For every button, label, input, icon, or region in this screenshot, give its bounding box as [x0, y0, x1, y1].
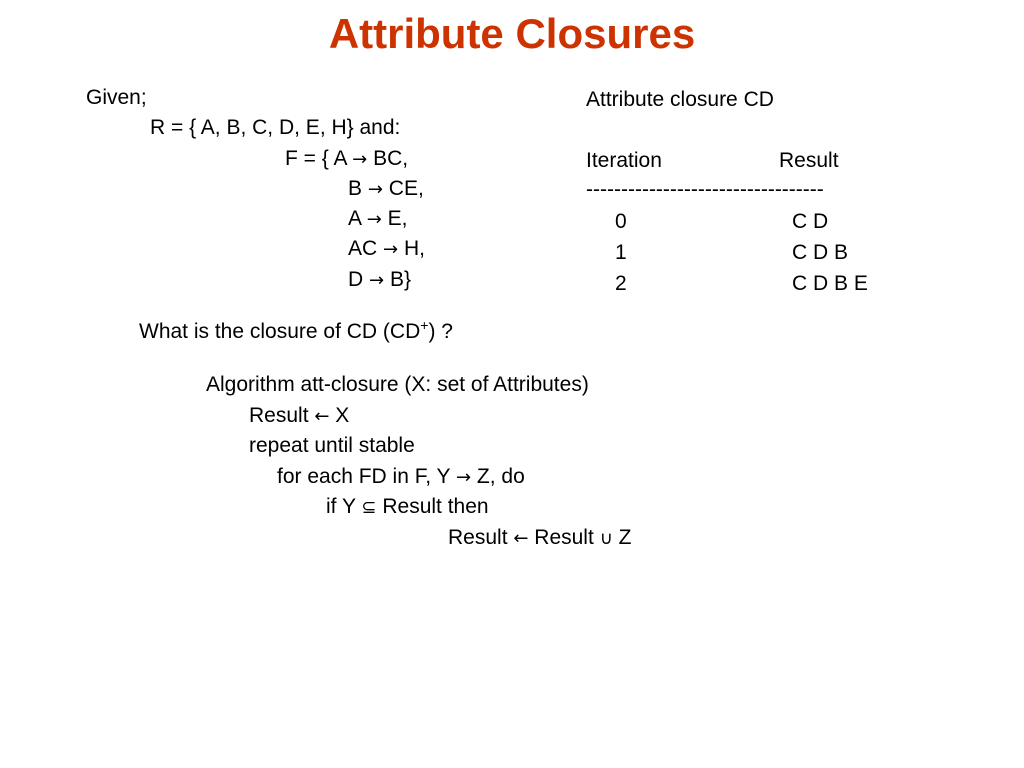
- union-icon: ∪: [599, 528, 613, 549]
- table-row-result: C D: [792, 210, 829, 233]
- table-row-iteration: 1: [615, 241, 627, 264]
- algo-text: if Y: [326, 495, 362, 518]
- algorithm-line-init: [249, 404, 349, 429]
- algo-text: for each FD in F, Y: [277, 465, 456, 488]
- fd-lhs: A: [333, 147, 347, 170]
- fd-line-1: [285, 147, 408, 172]
- fd-rhs: H,: [403, 237, 425, 260]
- table-row-result: C D B: [792, 241, 849, 264]
- question-text: What is the closure of CD (CD: [139, 320, 421, 343]
- arrow-right-icon: →: [455, 467, 472, 488]
- arrow-left-icon: ←: [314, 406, 330, 427]
- algorithm-line-update: [448, 526, 632, 551]
- question-superscript: +: [420, 317, 429, 333]
- given-label: Given;: [86, 86, 147, 109]
- table-row-iteration: 2: [615, 272, 627, 295]
- algorithm-line-repeat: repeat until stable: [249, 434, 415, 457]
- fd-lhs: AC: [348, 237, 378, 260]
- arrow-right-icon: →: [369, 270, 385, 291]
- closure-table-title: Attribute closure CD: [586, 88, 774, 111]
- algo-text: Z, do: [471, 465, 525, 488]
- slide-title: Attribute Closures: [328, 10, 696, 57]
- algorithm-header: Algorithm att-closure (X: set of Attributes): [206, 373, 589, 396]
- column-header-iteration: Iteration: [586, 149, 662, 172]
- table-row-result: C D B E: [792, 272, 868, 295]
- algo-text: Result: [528, 526, 600, 549]
- subset-icon: ⊆: [361, 497, 377, 518]
- arrow-right-icon: →: [366, 209, 382, 230]
- fd-line-2: [348, 177, 424, 202]
- fd-line-3: [348, 207, 407, 232]
- fd-line-5: [348, 268, 411, 293]
- fd-rhs: E,: [387, 207, 408, 230]
- algo-text: Z: [612, 526, 632, 549]
- algorithm-line-foreach: [277, 465, 525, 490]
- fd-prefix: F = {: [285, 147, 334, 170]
- algo-text: Result then: [376, 495, 489, 518]
- algorithm-line-if: [326, 495, 489, 520]
- fd-line-4: [348, 237, 425, 262]
- algo-text: X: [329, 404, 350, 427]
- algo-text: Result: [448, 526, 514, 549]
- fd-rhs: CE,: [388, 177, 424, 200]
- arrow-right-icon: →: [383, 239, 399, 260]
- arrow-right-icon: →: [352, 149, 368, 170]
- table-row-iteration: 0: [615, 210, 627, 233]
- fd-lhs: B: [348, 177, 363, 200]
- fd-lhs: D: [348, 268, 364, 291]
- relation-definition: R = { A, B, C, D, E, H} and:: [150, 116, 401, 139]
- closure-question: [139, 317, 453, 344]
- algo-text: Result: [249, 404, 315, 427]
- fd-lhs: A: [348, 207, 361, 230]
- table-separator: ----------------------------------: [586, 178, 824, 201]
- arrow-left-icon: ←: [513, 528, 529, 549]
- fd-rhs: BC,: [373, 147, 409, 170]
- arrow-right-icon: →: [367, 179, 383, 200]
- question-suffix: ) ?: [428, 320, 453, 343]
- column-header-result: Result: [779, 149, 839, 172]
- fd-rhs: B}: [389, 268, 411, 291]
